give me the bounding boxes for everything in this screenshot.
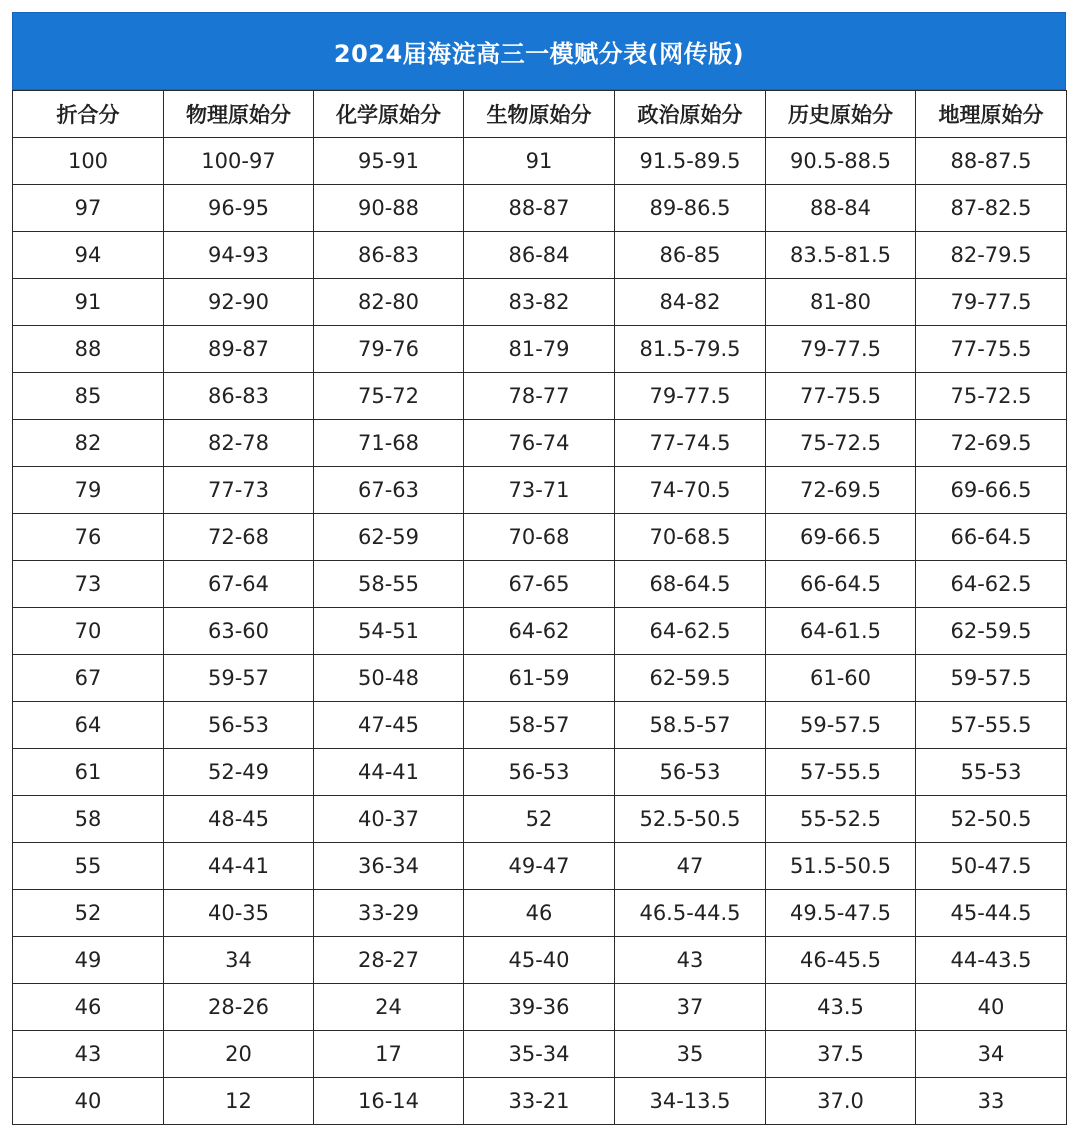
converted-score-cell: 97 bbox=[13, 185, 164, 232]
table-row bbox=[13, 984, 1067, 1031]
converted-score-cell: 64 bbox=[13, 702, 164, 749]
table-row bbox=[13, 326, 1067, 373]
geography-cell: 69-66.5 bbox=[916, 467, 1067, 514]
physics-cell: 86-83 bbox=[164, 373, 314, 420]
column-header-physics: 物理原始分 bbox=[164, 91, 314, 138]
physics-cell: 94-93 bbox=[164, 232, 314, 279]
converted-score-cell: 73 bbox=[13, 561, 164, 608]
chemistry-cell: 33-29 bbox=[314, 890, 464, 937]
physics-cell: 52-49 bbox=[164, 749, 314, 796]
table-body bbox=[13, 138, 1067, 1125]
chemistry-cell: 47-45 bbox=[314, 702, 464, 749]
physics-cell: 59-57 bbox=[164, 655, 314, 702]
biology-cell: 91 bbox=[464, 138, 615, 185]
history-cell: 77-75.5 bbox=[766, 373, 916, 420]
biology-cell: 49-47 bbox=[464, 843, 615, 890]
geography-cell: 59-57.5 bbox=[916, 655, 1067, 702]
physics-cell: 82-78 bbox=[164, 420, 314, 467]
physics-cell: 28-26 bbox=[164, 984, 314, 1031]
politics-cell: 84-82 bbox=[615, 279, 766, 326]
column-header-politics: 政治原始分 bbox=[615, 91, 766, 138]
history-cell: 61-60 bbox=[766, 655, 916, 702]
biology-cell: 64-62 bbox=[464, 608, 615, 655]
physics-cell: 44-41 bbox=[164, 843, 314, 890]
chemistry-cell: 95-91 bbox=[314, 138, 464, 185]
table-row bbox=[13, 843, 1067, 890]
converted-score-cell: 43 bbox=[13, 1031, 164, 1078]
geography-cell: 33 bbox=[916, 1078, 1067, 1125]
biology-cell: 86-84 bbox=[464, 232, 615, 279]
politics-cell: 74-70.5 bbox=[615, 467, 766, 514]
geography-cell: 50-47.5 bbox=[916, 843, 1067, 890]
table-row bbox=[13, 561, 1067, 608]
politics-cell: 86-85 bbox=[615, 232, 766, 279]
history-cell: 83.5-81.5 bbox=[766, 232, 916, 279]
politics-cell: 47 bbox=[615, 843, 766, 890]
conversion-table bbox=[12, 90, 1067, 1125]
politics-cell: 89-86.5 bbox=[615, 185, 766, 232]
chemistry-cell: 58-55 bbox=[314, 561, 464, 608]
chemistry-cell: 36-34 bbox=[314, 843, 464, 890]
converted-score-cell: 100 bbox=[13, 138, 164, 185]
history-cell: 69-66.5 bbox=[766, 514, 916, 561]
geography-cell: 88-87.5 bbox=[916, 138, 1067, 185]
history-cell: 75-72.5 bbox=[766, 420, 916, 467]
table-row bbox=[13, 420, 1067, 467]
geography-cell: 62-59.5 bbox=[916, 608, 1067, 655]
converted-score-cell: 55 bbox=[13, 843, 164, 890]
table-row bbox=[13, 279, 1067, 326]
physics-cell: 72-68 bbox=[164, 514, 314, 561]
column-header-chemistry: 化学原始分 bbox=[314, 91, 464, 138]
physics-cell: 63-60 bbox=[164, 608, 314, 655]
chemistry-cell: 44-41 bbox=[314, 749, 464, 796]
table-row bbox=[13, 373, 1067, 420]
physics-cell: 67-64 bbox=[164, 561, 314, 608]
chemistry-cell: 24 bbox=[314, 984, 464, 1031]
converted-score-cell: 85 bbox=[13, 373, 164, 420]
physics-cell: 89-87 bbox=[164, 326, 314, 373]
politics-cell: 56-53 bbox=[615, 749, 766, 796]
biology-cell: 81-79 bbox=[464, 326, 615, 373]
chemistry-cell: 82-80 bbox=[314, 279, 464, 326]
physics-cell: 40-35 bbox=[164, 890, 314, 937]
politics-cell: 64-62.5 bbox=[615, 608, 766, 655]
physics-cell: 48-45 bbox=[164, 796, 314, 843]
politics-cell: 35 bbox=[615, 1031, 766, 1078]
biology-cell: 76-74 bbox=[464, 420, 615, 467]
geography-cell: 55-53 bbox=[916, 749, 1067, 796]
chemistry-cell: 50-48 bbox=[314, 655, 464, 702]
chemistry-cell: 40-37 bbox=[314, 796, 464, 843]
history-cell: 79-77.5 bbox=[766, 326, 916, 373]
chemistry-cell: 75-72 bbox=[314, 373, 464, 420]
biology-cell: 70-68 bbox=[464, 514, 615, 561]
politics-cell: 77-74.5 bbox=[615, 420, 766, 467]
politics-cell: 81.5-79.5 bbox=[615, 326, 766, 373]
politics-cell: 37 bbox=[615, 984, 766, 1031]
physics-cell: 96-95 bbox=[164, 185, 314, 232]
history-cell: 72-69.5 bbox=[766, 467, 916, 514]
table-row bbox=[13, 467, 1067, 514]
score-table-container bbox=[12, 12, 1066, 1125]
physics-cell: 34 bbox=[164, 937, 314, 984]
biology-cell: 61-59 bbox=[464, 655, 615, 702]
history-cell: 81-80 bbox=[766, 279, 916, 326]
table-row bbox=[13, 702, 1067, 749]
chemistry-cell: 62-59 bbox=[314, 514, 464, 561]
chemistry-cell: 16-14 bbox=[314, 1078, 464, 1125]
converted-score-cell: 76 bbox=[13, 514, 164, 561]
table-row bbox=[13, 890, 1067, 937]
politics-cell: 58.5-57 bbox=[615, 702, 766, 749]
history-cell: 51.5-50.5 bbox=[766, 843, 916, 890]
physics-cell: 100-97 bbox=[164, 138, 314, 185]
column-header-geography: 地理原始分 bbox=[916, 91, 1067, 138]
biology-cell: 46 bbox=[464, 890, 615, 937]
chemistry-cell: 67-63 bbox=[314, 467, 464, 514]
geography-cell: 57-55.5 bbox=[916, 702, 1067, 749]
table-row bbox=[13, 232, 1067, 279]
chemistry-cell: 28-27 bbox=[314, 937, 464, 984]
column-header-history: 历史原始分 bbox=[766, 91, 916, 138]
column-header-converted-score: 折合分 bbox=[13, 91, 164, 138]
chemistry-cell: 17 bbox=[314, 1031, 464, 1078]
history-cell: 64-61.5 bbox=[766, 608, 916, 655]
biology-cell: 35-34 bbox=[464, 1031, 615, 1078]
biology-cell: 58-57 bbox=[464, 702, 615, 749]
politics-cell: 79-77.5 bbox=[615, 373, 766, 420]
biology-cell: 78-77 bbox=[464, 373, 615, 420]
converted-score-cell: 88 bbox=[13, 326, 164, 373]
converted-score-cell: 82 bbox=[13, 420, 164, 467]
geography-cell: 82-79.5 bbox=[916, 232, 1067, 279]
politics-cell: 34-13.5 bbox=[615, 1078, 766, 1125]
column-header-biology: 生物原始分 bbox=[464, 91, 615, 138]
biology-cell: 67-65 bbox=[464, 561, 615, 608]
biology-cell: 73-71 bbox=[464, 467, 615, 514]
table-row bbox=[13, 608, 1067, 655]
header-row bbox=[13, 91, 1067, 138]
biology-cell: 45-40 bbox=[464, 937, 615, 984]
physics-cell: 20 bbox=[164, 1031, 314, 1078]
converted-score-cell: 67 bbox=[13, 655, 164, 702]
table-row bbox=[13, 655, 1067, 702]
chemistry-cell: 71-68 bbox=[314, 420, 464, 467]
table-row bbox=[13, 749, 1067, 796]
geography-cell: 34 bbox=[916, 1031, 1067, 1078]
chemistry-cell: 79-76 bbox=[314, 326, 464, 373]
converted-score-cell: 58 bbox=[13, 796, 164, 843]
table-row bbox=[13, 1031, 1067, 1078]
geography-cell: 87-82.5 bbox=[916, 185, 1067, 232]
table-row bbox=[13, 138, 1067, 185]
biology-cell: 33-21 bbox=[464, 1078, 615, 1125]
chemistry-cell: 86-83 bbox=[314, 232, 464, 279]
chemistry-cell: 90-88 bbox=[314, 185, 464, 232]
geography-cell: 44-43.5 bbox=[916, 937, 1067, 984]
politics-cell: 43 bbox=[615, 937, 766, 984]
biology-cell: 83-82 bbox=[464, 279, 615, 326]
geography-cell: 79-77.5 bbox=[916, 279, 1067, 326]
history-cell: 55-52.5 bbox=[766, 796, 916, 843]
physics-cell: 56-53 bbox=[164, 702, 314, 749]
biology-cell: 52 bbox=[464, 796, 615, 843]
history-cell: 43.5 bbox=[766, 984, 916, 1031]
table-row bbox=[13, 796, 1067, 843]
history-cell: 66-64.5 bbox=[766, 561, 916, 608]
biology-cell: 39-36 bbox=[464, 984, 615, 1031]
history-cell: 88-84 bbox=[766, 185, 916, 232]
geography-cell: 40 bbox=[916, 984, 1067, 1031]
geography-cell: 72-69.5 bbox=[916, 420, 1067, 467]
history-cell: 46-45.5 bbox=[766, 937, 916, 984]
converted-score-cell: 70 bbox=[13, 608, 164, 655]
physics-cell: 92-90 bbox=[164, 279, 314, 326]
table-row bbox=[13, 514, 1067, 561]
converted-score-cell: 91 bbox=[13, 279, 164, 326]
biology-cell: 56-53 bbox=[464, 749, 615, 796]
converted-score-cell: 61 bbox=[13, 749, 164, 796]
table-row bbox=[13, 1078, 1067, 1125]
biology-cell: 88-87 bbox=[464, 185, 615, 232]
politics-cell: 68-64.5 bbox=[615, 561, 766, 608]
converted-score-cell: 79 bbox=[13, 467, 164, 514]
history-cell: 37.5 bbox=[766, 1031, 916, 1078]
history-cell: 90.5-88.5 bbox=[766, 138, 916, 185]
politics-cell: 52.5-50.5 bbox=[615, 796, 766, 843]
politics-cell: 62-59.5 bbox=[615, 655, 766, 702]
physics-cell: 77-73 bbox=[164, 467, 314, 514]
geography-cell: 52-50.5 bbox=[916, 796, 1067, 843]
politics-cell: 46.5-44.5 bbox=[615, 890, 766, 937]
history-cell: 59-57.5 bbox=[766, 702, 916, 749]
history-cell: 57-55.5 bbox=[766, 749, 916, 796]
chemistry-cell: 54-51 bbox=[314, 608, 464, 655]
converted-score-cell: 49 bbox=[13, 937, 164, 984]
physics-cell: 12 bbox=[164, 1078, 314, 1125]
geography-cell: 75-72.5 bbox=[916, 373, 1067, 420]
geography-cell: 77-75.5 bbox=[916, 326, 1067, 373]
geography-cell: 64-62.5 bbox=[916, 561, 1067, 608]
table-row bbox=[13, 937, 1067, 984]
geography-cell: 66-64.5 bbox=[916, 514, 1067, 561]
table-row bbox=[13, 185, 1067, 232]
geography-cell: 45-44.5 bbox=[916, 890, 1067, 937]
converted-score-cell: 46 bbox=[13, 984, 164, 1031]
converted-score-cell: 40 bbox=[13, 1078, 164, 1125]
table-title: 2024届海淀高三一模赋分表(网传版) bbox=[12, 12, 1066, 90]
politics-cell: 70-68.5 bbox=[615, 514, 766, 561]
converted-score-cell: 52 bbox=[13, 890, 164, 937]
history-cell: 37.0 bbox=[766, 1078, 916, 1125]
politics-cell: 91.5-89.5 bbox=[615, 138, 766, 185]
converted-score-cell: 94 bbox=[13, 232, 164, 279]
history-cell: 49.5-47.5 bbox=[766, 890, 916, 937]
